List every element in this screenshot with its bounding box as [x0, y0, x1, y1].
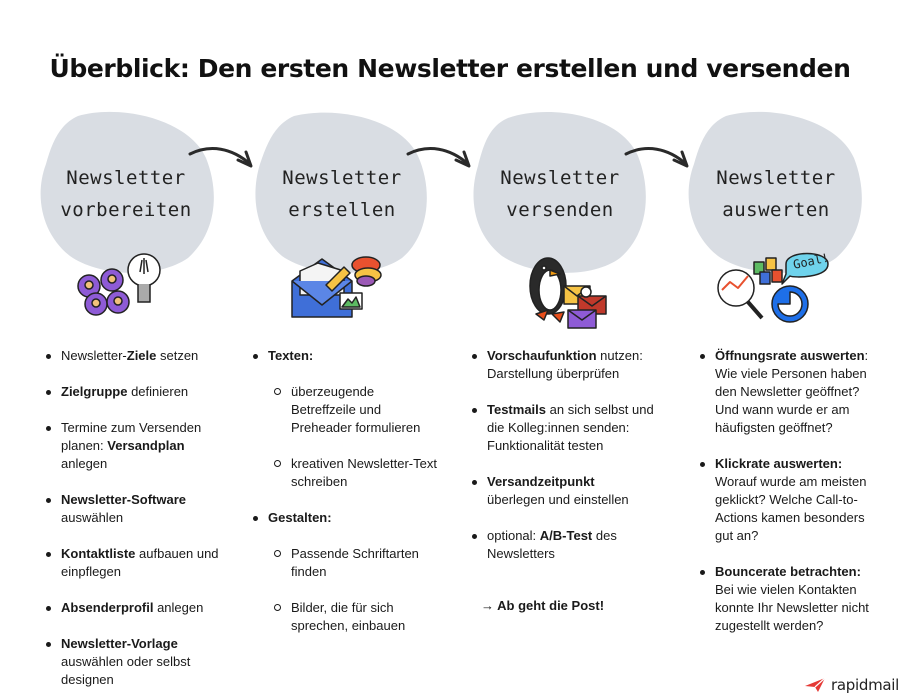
envelope-pencil-icon — [288, 245, 393, 325]
step-label-line: Newsletter — [500, 167, 620, 189]
list-item: Versandzeitpunkt überlegen und einstellen — [470, 473, 655, 509]
final-note: → Ab geht die Post! — [481, 598, 605, 613]
list-item: Öffnungsrate auswerten: Wie viele Personen haben den Newsletter geöffnet? Und wann wurde er am häufigsten geöffnet? — [698, 347, 878, 437]
people-lightbulb-icon — [74, 250, 169, 320]
penguin-envelopes-icon — [520, 248, 625, 333]
rapidmail-logo — [804, 676, 899, 694]
goal-text: Goal! — [791, 250, 831, 272]
list-item: Newsletter-Software auswählen — [44, 491, 234, 527]
column-create — [251, 347, 441, 653]
paper-plane-icon — [804, 677, 826, 693]
analytics-goal-icon — [712, 246, 837, 328]
step-label-line: auswerten — [722, 199, 830, 221]
sub-list-item: Bilder, die für sich sprechen, einbauen — [268, 599, 441, 635]
list-item: Gestalten: Passende Schriftarten finden Bilder, die für sich sprechen, einbauen — [251, 509, 441, 635]
list-item: Klickrate auswerten: Worauf wurde am meisten geklickt? Welche Call-to-Actions kamen besonders gut an? — [698, 455, 878, 545]
list-item: Vorschaufunktion nutzen: Darstellung überprüfen — [470, 347, 655, 383]
list-item: Bouncerate betrachten: Bei wie vielen Kontakten konnte Ihr Newsletter nicht zugestellt werden? — [698, 563, 878, 635]
list-item: Texten: überzeugende Betreffzeile und Preheader formulieren kreativen Newsletter-Text schreiben — [251, 347, 441, 491]
column-analyze — [698, 347, 878, 653]
arrow-icon — [624, 140, 694, 176]
step-label-3 — [470, 162, 650, 226]
sub-list-item: kreativen Newsletter-Text schreiben — [268, 455, 441, 491]
list-item: Termine zum Versenden planen: Versandplan anlegen — [44, 419, 234, 473]
step-label-line: erstellen — [288, 199, 396, 221]
arrow-icon — [188, 140, 258, 176]
page-title: Überblick: Den ersten Newsletter erstellen und versenden — [49, 54, 851, 83]
list-item: Zielgruppe definieren — [44, 383, 234, 401]
step-label-line: versenden — [506, 199, 614, 221]
step-label-2 — [252, 162, 432, 226]
sub-list-item: Passende Schriftarten finden — [268, 545, 441, 581]
step-label-line: vorbereiten — [60, 199, 192, 221]
list-item: optional: A/B-Test des Newsletters — [470, 527, 655, 563]
step-label-4 — [686, 162, 866, 226]
logo-text: rapidmail — [831, 676, 900, 694]
list-item: Kontaktliste aufbauen und einpflegen — [44, 545, 234, 581]
list-item: Newsletter-Vorlage auswählen oder selbst designen — [44, 635, 234, 689]
column-prepare — [44, 347, 234, 700]
list-item: Absenderprofil anlegen — [44, 599, 234, 617]
step-label-line: Newsletter — [282, 167, 402, 189]
list-item: Newsletter-Ziele setzen — [44, 347, 234, 365]
arrow-icon — [406, 140, 476, 176]
sub-list-item: überzeugende Betreffzeile und Preheader formulieren — [268, 383, 441, 437]
step-label-line: Newsletter — [716, 167, 836, 189]
step-label-line: Newsletter — [66, 167, 186, 189]
list-item: Testmails an sich selbst und die Kolleg:innen senden: Funktionalität testen — [470, 401, 655, 455]
column-send — [470, 347, 655, 615]
